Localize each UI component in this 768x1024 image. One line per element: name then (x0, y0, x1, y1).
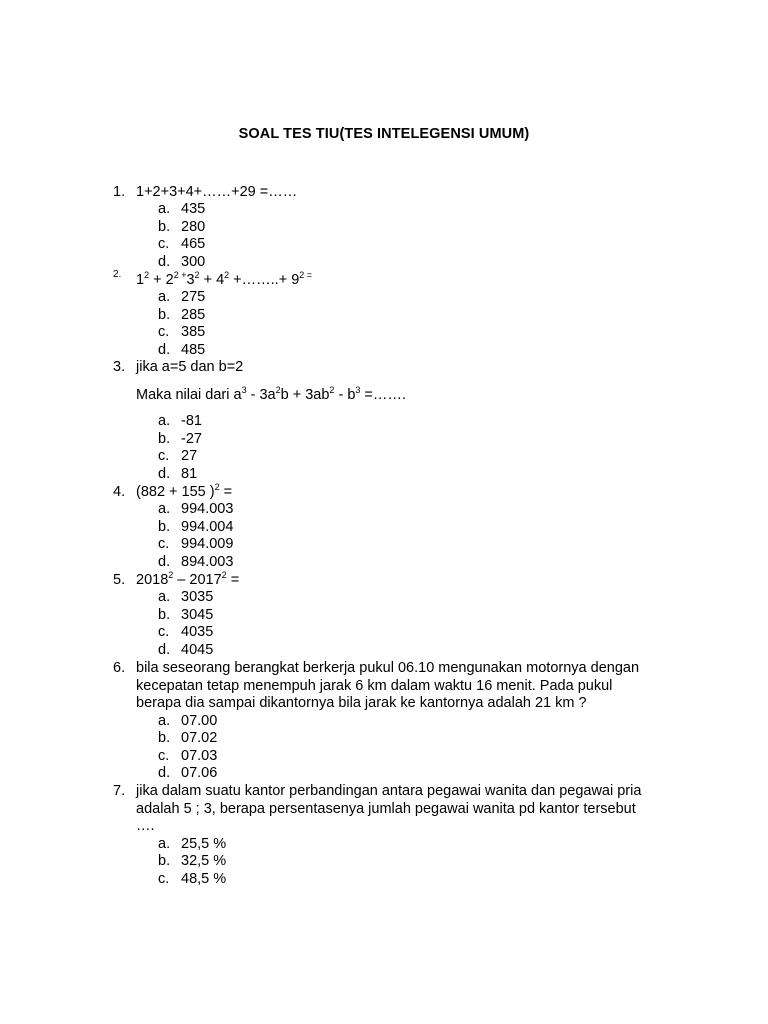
option-text: 81 (181, 466, 198, 482)
option-letter: c. (158, 236, 170, 252)
question-2-text: $1^2 + 2^{2 +}3^2 + 4^2$ +……..+ $9^{2 =}$ (136, 270, 313, 288)
option-letter: c. (158, 624, 170, 640)
question-1-option-b (158, 218, 205, 236)
question-6-option-d (158, 764, 217, 782)
question-3-option-c (158, 447, 197, 465)
question-3-expression: Maka nilai dari $a^3 - 3a^2b + 3ab^2 - b^3$ =……. (136, 385, 406, 403)
option-text: 07.06 (181, 765, 218, 781)
option-text: 385 (181, 324, 206, 340)
option-text: 994.004 (181, 519, 234, 535)
option-letter: c. (158, 448, 170, 464)
question-5-number: 5. (113, 572, 126, 588)
option-text: 48,5 % (181, 871, 227, 887)
question-1-option-a (158, 200, 205, 218)
question-6-line-1: bila seseorang berangkat berkerja pukul 06.10 mengunakan motornya dengan (136, 660, 640, 676)
question-1-option-c (158, 235, 205, 253)
option-text: 4035 (181, 624, 214, 640)
option-letter: d. (158, 254, 171, 270)
question-3-option-b (158, 430, 202, 448)
option-letter: b. (158, 853, 171, 869)
question-7-option-b (158, 852, 226, 870)
question-7-number: 7. (113, 783, 126, 799)
question-4-number: 4. (113, 484, 126, 500)
question-3-option-a (158, 412, 202, 430)
question-5-text: $2018^2 - 2017^2$ = (136, 570, 240, 588)
question-1-option-d (158, 253, 205, 271)
option-text: 275 (181, 289, 206, 305)
question-3-text: jika a=5 dan b=2 (136, 359, 244, 375)
option-letter: b. (158, 219, 171, 235)
question-6-option-b (158, 729, 217, 747)
option-letter: a. (158, 501, 171, 517)
option-letter: d. (158, 642, 171, 658)
question-4-option-c (158, 535, 233, 553)
question-7-line-1: jika dalam suatu kantor perbandingan antara pegawai wanita dan pegawai pria (136, 783, 642, 799)
option-text: 465 (181, 236, 206, 252)
question-4-text: (882 + 155 )$^2$ = (136, 482, 233, 500)
question-6-line-2: kecepatan tetap menempuh jarak 6 km dalam waktu 16 menit. Pada pukul (136, 678, 613, 694)
option-text: 435 (181, 201, 206, 217)
option-letter: d. (158, 765, 171, 781)
question-2-option-b (158, 306, 205, 324)
page-title: SOAL TES TIU(TES INTELEGENSI UMUM) (238, 126, 530, 142)
option-text: 485 (181, 342, 206, 358)
question-3-number: 3. (113, 359, 126, 375)
option-text: 3045 (181, 607, 214, 623)
question-2-option-c (158, 323, 205, 341)
question-1-text: 1+2+3+4+……+29 =…… (136, 184, 298, 200)
option-text: 300 (181, 254, 206, 270)
option-text: 07.00 (181, 713, 218, 729)
option-letter: a. (158, 713, 171, 729)
option-text: 27 (181, 448, 198, 464)
option-letter: d. (158, 466, 171, 482)
option-letter: b. (158, 431, 171, 447)
option-text: 3035 (181, 589, 214, 605)
question-1-number: 1. (113, 184, 126, 200)
option-letter: c. (158, 871, 170, 887)
option-text: 4045 (181, 642, 214, 658)
option-text: 994.003 (181, 501, 234, 517)
question-4-option-a (158, 500, 233, 518)
question-4-option-d (158, 553, 233, 571)
option-letter: a. (158, 289, 171, 305)
option-letter: a. (158, 836, 171, 852)
option-text: 07.03 (181, 748, 218, 764)
question-6-line-3: berapa dia sampai dikantornya bila jarak ke kantornya adalah 21 km ? (136, 695, 587, 711)
question-5-option-c (158, 623, 213, 641)
question-7-line-2: adalah 5 ; 3, berapa persentasenya jumlah pegawai wanita pd kantor tersebut (136, 801, 636, 817)
question-4-option-b (158, 518, 233, 536)
option-text: 32,5 % (181, 853, 227, 869)
option-letter: a. (158, 413, 171, 429)
question-6-number: 6. (113, 660, 126, 676)
option-text: 07.02 (181, 730, 218, 746)
option-text: 994.009 (181, 536, 234, 552)
question-2-option-d (158, 341, 205, 359)
option-letter: d. (158, 342, 171, 358)
option-text: 285 (181, 307, 206, 323)
option-letter: b. (158, 307, 171, 323)
option-letter: b. (158, 730, 171, 746)
option-text: 25,5 % (181, 836, 227, 852)
question-2-option-a (158, 288, 205, 306)
option-letter: c. (158, 324, 170, 340)
option-letter: c. (158, 748, 170, 764)
option-letter: c. (158, 536, 170, 552)
question-7-option-c (158, 870, 226, 888)
option-letter: a. (158, 589, 171, 605)
question-5-option-d (158, 641, 213, 659)
question-3-option-d (158, 465, 197, 483)
option-text: 894.003 (181, 554, 234, 570)
question-6-option-c (158, 747, 217, 765)
question-7-line-3: …. (136, 818, 155, 834)
option-text: -27 (181, 431, 202, 447)
option-letter: d. (158, 554, 171, 570)
option-letter: b. (158, 519, 171, 535)
option-text: -81 (181, 413, 202, 429)
question-5-option-a (158, 588, 213, 606)
option-letter: a. (158, 201, 171, 217)
option-letter: b. (158, 607, 171, 623)
question-6-option-a (158, 712, 217, 730)
question-7-option-a (158, 835, 226, 853)
question-2-number: 2. (113, 269, 122, 280)
question-5-option-b (158, 606, 213, 624)
option-text: 280 (181, 219, 206, 235)
